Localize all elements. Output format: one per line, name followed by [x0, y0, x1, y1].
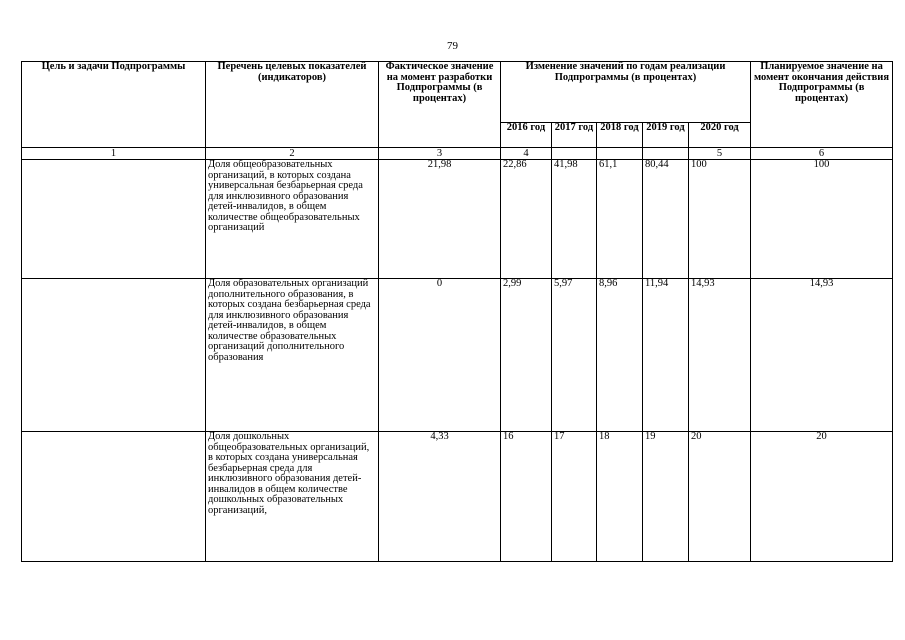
- indicator-cell: Доля дошкольных общеобразовательных организаций, в которых создана универсальная безбарьерная среда для инклюзивного образования детей-инвалидов в общем количестве дошкольных образовательных организаций,: [206, 432, 379, 562]
- year-value-cell: 61,1: [597, 160, 643, 279]
- header-year-2017: 2017 год: [552, 123, 597, 148]
- year-value-cell: 11,94: [643, 279, 689, 432]
- header-year-2018: 2018 год: [597, 123, 643, 148]
- table-row: [22, 279, 893, 432]
- column-number-blank: [597, 148, 643, 160]
- year-value-cell: 20: [689, 432, 751, 562]
- year-value-cell: 16: [501, 432, 552, 562]
- planned-value-cell: 100: [751, 160, 893, 279]
- header-indicators: Перечень целевых показателей (индикаторов): [206, 62, 379, 148]
- year-value-cell: 18: [597, 432, 643, 562]
- header-planned: Планируемое значение на момент окончания действия Подпрограммы (в процентах): [751, 62, 893, 148]
- column-number-blank: [643, 148, 689, 160]
- year-value-cell: 14,93: [689, 279, 751, 432]
- actual-value-cell: 0: [379, 279, 501, 432]
- goal-cell: [22, 279, 206, 432]
- year-value-cell: 100: [689, 160, 751, 279]
- column-number: 6: [751, 148, 893, 160]
- column-numbers-row: [22, 148, 893, 160]
- table-row: [22, 432, 893, 562]
- year-value-cell: 19: [643, 432, 689, 562]
- year-value-cell: 17: [552, 432, 597, 562]
- indicator-table: [21, 61, 893, 562]
- header-year-2019: 2019 год: [643, 123, 689, 148]
- goal-cell: [22, 432, 206, 562]
- column-number: 1: [22, 148, 206, 160]
- goal-cell: [22, 160, 206, 279]
- column-number: 3: [379, 148, 501, 160]
- header-year-2016: 2016 год: [501, 123, 552, 148]
- planned-value-cell: 20: [751, 432, 893, 562]
- year-value-cell: 5,97: [552, 279, 597, 432]
- year-value-cell: 80,44: [643, 160, 689, 279]
- header-row: [22, 62, 893, 123]
- column-number: 2: [206, 148, 379, 160]
- actual-value-cell: 4,33: [379, 432, 501, 562]
- planned-value-cell: 14,93: [751, 279, 893, 432]
- year-value-cell: 41,98: [552, 160, 597, 279]
- column-number: 4: [501, 148, 552, 160]
- table-row: [22, 160, 893, 279]
- year-value-cell: 8,96: [597, 279, 643, 432]
- actual-value-cell: 21,98: [379, 160, 501, 279]
- indicator-cell: Доля общеобразовательных организаций, в которых создана универсальная безбарьерная среда для инклюзивного образования детей-инвалидов, в общем количестве общеобразовательных организаций: [206, 160, 379, 279]
- header-year-2020: 2020 год: [689, 123, 751, 148]
- header-actual: Фактическое значение на момент разработки Подпрограммы (в процентах): [379, 62, 501, 148]
- year-value-cell: 22,86: [501, 160, 552, 279]
- header-goal: Цель и задачи Подпрограммы: [22, 62, 206, 148]
- header-changes: Изменение значений по годам реализации Подпрограммы (в процентах): [501, 62, 751, 123]
- indicator-cell: Доля образовательных организаций дополнительного образования, в которых создана безбарьерная среда для инклюзивного образования детей-инвалидов, в общем количестве образовательных организаций дополнительного образования: [206, 279, 379, 432]
- column-number-blank: [552, 148, 597, 160]
- year-value-cell: 2,99: [501, 279, 552, 432]
- column-number: 5: [689, 148, 751, 160]
- page-number: 79: [447, 40, 458, 52]
